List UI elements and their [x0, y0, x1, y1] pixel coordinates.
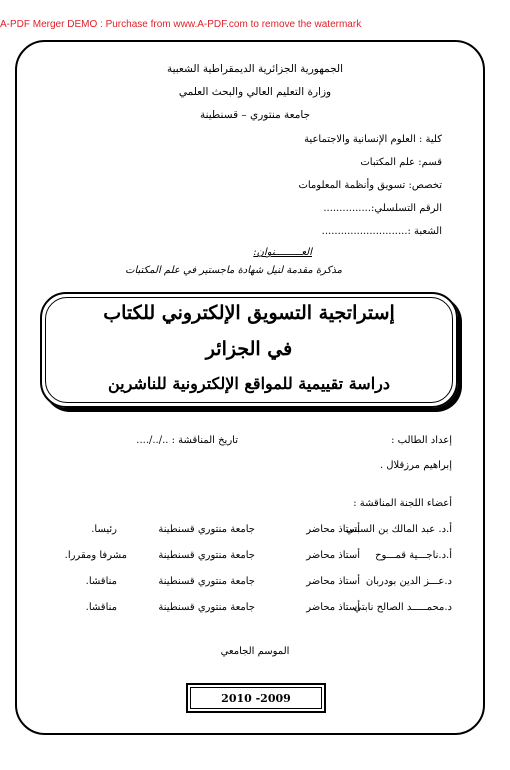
jury-member-university: جامعة منتوري قسنطينة: [158, 602, 255, 613]
prepared-by-label: إعداد الطالب :: [391, 435, 452, 446]
university-heading: جامعة منتوري – قسنطينة: [199, 109, 311, 121]
student-name: إبراهيم مرزقلال .: [379, 460, 452, 471]
department-line: قسم: علم المكتبات: [360, 157, 442, 168]
subject-label: العـــــــــنوان:: [253, 247, 312, 258]
jury-member-name: أ.د. عبد المالك بن السبتي: [345, 524, 452, 535]
thesis-title-line2: في الجزائر: [205, 338, 293, 360]
jury-member-name: أ.د.ناجـــية قمـــوح: [375, 550, 452, 561]
serial-number-line: [323, 202, 442, 215]
specialty-line: تخصص: تسويق وأنظمة المعلومات: [298, 180, 442, 191]
branch-label: الشعبة :: [407, 226, 442, 237]
jury-member-university: جامعة منتوري قسنطينة: [158, 550, 255, 561]
thesis-title-line1: إستراتجية التسويق الإلكتروني للكتاب: [103, 302, 395, 324]
jury-member-function: مناقشا.: [85, 576, 117, 587]
academic-season-label: الموسم الجامعي: [220, 646, 290, 657]
jury-member-function: رئيسا.: [91, 524, 117, 535]
republic-heading: الجمهورية الجزائرية الديمقراطية الشعبية: [166, 63, 344, 75]
jury-title: أعضاء اللجنة المناقشة :: [353, 498, 452, 509]
jury-member-role: أستاذ محاضر: [306, 524, 360, 535]
branch-dots: ...........................: [321, 226, 408, 237]
jury-member-function: مناقشا.: [85, 602, 117, 613]
college-line: كلية : العلوم الإنسانية والاجتماعية: [304, 134, 442, 145]
defense-date: تاريخ المناقشة : ../../....: [136, 435, 238, 446]
ministry-heading: وزارة التعليم العالي والبحث العلمي: [178, 86, 332, 98]
serial-dots: ...............: [323, 203, 372, 214]
jury-member-role: أستاذ محاضر: [306, 576, 360, 587]
jury-member-role: أستاذ محاضر: [306, 550, 360, 561]
branch-line: [322, 225, 442, 238]
jury-member-role: أستاذ محاضر: [306, 602, 360, 613]
jury-member-function: مشرفا ومقررا.: [64, 550, 127, 561]
academic-year-box: [186, 683, 326, 713]
jury-member-university: جامعة منتوري قسنطينة: [158, 524, 255, 535]
pdf-watermark: A-PDF Merger DEMO : Purchase from www.A-PDF.com to remove the watermark: [0, 19, 362, 30]
serial-label: الرقم التسلسلي:: [371, 203, 442, 214]
jury-member-name: د.محمـــــد الصالح نابتي: [353, 602, 452, 613]
academic-year: 2010 -2009: [190, 687, 322, 709]
jury-member-university: جامعة منتوري قسنطينة: [158, 576, 255, 587]
thesis-title-line3: دراسة تقييمية للمواقع الإلكترونية للناشرين: [108, 374, 390, 393]
thesis-title-box: [40, 292, 458, 408]
subject-subtitle: مذكرة مقدمة لنيل شهادة ماجستير في علم المكتبات: [125, 265, 342, 276]
jury-member-name: د.عـــز الدين بودربان: [365, 576, 452, 587]
